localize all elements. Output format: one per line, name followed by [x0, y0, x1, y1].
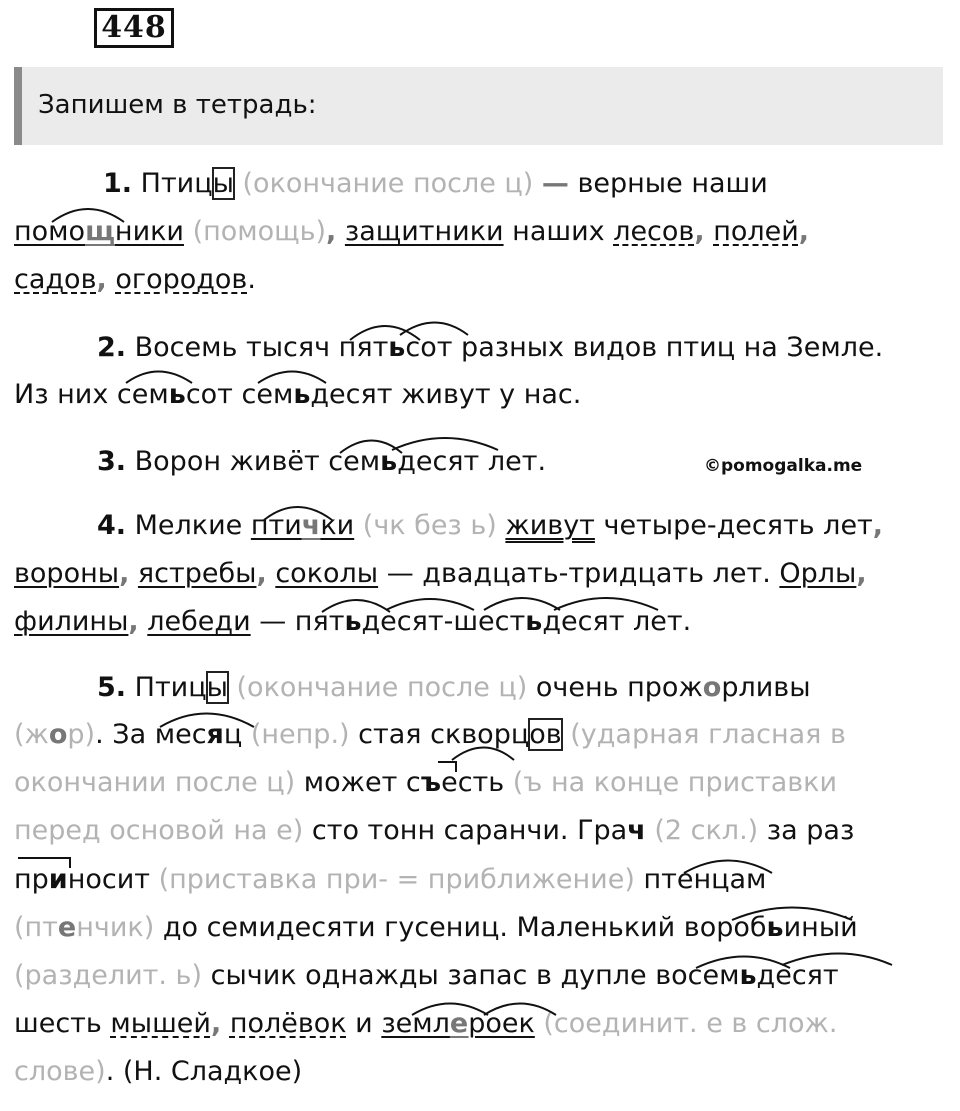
text-segment: (окончание после ц): [227, 672, 536, 703]
text-segment: ь: [388, 332, 406, 363]
text-segment: (непр.): [250, 719, 350, 750]
text-segment: [336, 216, 345, 247]
text-segment: сычик однажды запас в дупле восем: [210, 960, 740, 991]
text-segment: полей: [713, 216, 799, 247]
line-text: [141, 168, 768, 199]
text-segment: .: [247, 264, 256, 295]
text-segment: щ: [85, 216, 115, 247]
text-segment: ь: [525, 606, 543, 637]
text-segment: сот сем: [185, 379, 294, 410]
text-segment: защитники: [344, 216, 504, 247]
text-segment: десят-шест: [361, 606, 526, 637]
text-segment: ь: [766, 912, 784, 943]
text-segment: (помощь): [183, 216, 327, 247]
text-segment: . (Н. Сладкое): [105, 1056, 303, 1087]
task-number: 448: [94, 8, 174, 48]
item-5-line-4: [14, 808, 946, 855]
item-number: 4.: [97, 510, 127, 541]
text-segment: (приставка при- = приближение): [158, 864, 644, 895]
item-5-line-6: [14, 905, 946, 952]
text-segment: —: [541, 168, 569, 199]
text-segment: ,: [210, 1008, 222, 1039]
text-segment: ,: [798, 216, 810, 247]
text-segment: сто тонн саранчи. Гра: [311, 815, 628, 846]
text-segment: ь: [739, 960, 757, 991]
text-segment: (2 скл.): [645, 815, 767, 846]
item-1-line-2: [14, 209, 946, 256]
item-5-line-5: [14, 857, 946, 904]
item-5-line-9: [14, 1049, 946, 1096]
text-segment: филины: [14, 606, 129, 637]
text-segment: Восемь тысяч пят: [134, 332, 389, 363]
text-segment: ы: [206, 672, 228, 703]
text-segment: ники: [114, 216, 184, 247]
text-segment: окончании после ц): [14, 767, 304, 798]
text-segment: верные наши: [568, 168, 768, 199]
text-segment: Орлы: [779, 558, 857, 589]
item-number: 3.: [97, 446, 127, 477]
text-segment: вороны: [14, 558, 120, 589]
text-segment: очень прож: [535, 672, 703, 703]
text-segment: (разделит. ь): [14, 960, 211, 991]
text-segment: ястребы: [137, 558, 257, 589]
text-segment: есть: [441, 767, 513, 798]
text-segment: и: [346, 1008, 382, 1039]
text-segment: ч: [627, 815, 646, 846]
item-4-line-2: [14, 551, 946, 598]
line-text: [135, 446, 546, 477]
text-segment: до семидесяти гусениц. Маленький вороб: [162, 912, 767, 943]
item-1-line-1: [14, 161, 946, 208]
text-segment: ъ: [420, 767, 442, 798]
text-segment: ц: [223, 719, 251, 750]
text-segment: соколы: [275, 558, 379, 589]
text-segment: за раз: [766, 815, 855, 846]
text-segment: шесть: [14, 1008, 111, 1039]
line-text: [135, 672, 811, 703]
text-segment: ,: [872, 510, 884, 541]
text-segment: может с: [303, 767, 421, 798]
text-segment: [139, 606, 148, 637]
text-segment: (соединит. е в слож.: [534, 1008, 838, 1039]
text-segment: р): [67, 719, 96, 750]
text-segment: [705, 216, 714, 247]
item-5-line-8: [14, 1001, 946, 1048]
text-segment: сот разных видов птиц на Земле.: [405, 332, 884, 363]
text-segment: слове): [14, 1056, 106, 1087]
text-segment: живут: [505, 510, 595, 541]
text-segment: ь: [380, 446, 398, 477]
text-segment: ь: [344, 606, 362, 637]
text-segment: носит: [67, 864, 159, 895]
text-segment: ов: [529, 719, 562, 750]
watermark: ©pomogalka.me: [704, 456, 863, 476]
item-2-line-2: [14, 372, 946, 419]
text-segment: (ударная гласная в: [561, 719, 846, 750]
item-5-line-1: [14, 665, 946, 712]
text-segment: (ж: [14, 719, 49, 750]
text-segment: садов: [14, 264, 97, 295]
text-segment: десят: [756, 960, 839, 991]
text-segment: ч: [301, 510, 321, 541]
text-segment: ,: [96, 264, 107, 295]
text-segment: о: [702, 672, 722, 703]
text-segment: (чк без ь): [354, 510, 506, 541]
text-segment: рливы: [721, 672, 811, 703]
text-segment: помо: [14, 216, 86, 247]
text-segment: е: [449, 1008, 469, 1039]
text-segment: Ворон живёт сем: [134, 446, 381, 477]
text-segment: Птиц: [134, 672, 207, 703]
text-segment: . За мес: [95, 719, 207, 750]
text-segment: лебеди: [147, 606, 251, 637]
text-segment: (окончание после ц): [233, 168, 542, 199]
text-segment: земл: [381, 1008, 450, 1039]
text-segment: Мелкие: [134, 510, 251, 541]
text-segment: мышей: [110, 1008, 211, 1039]
text-segment: — пят: [250, 606, 345, 637]
text-segment: Птиц: [140, 168, 213, 199]
text-segment: и: [48, 864, 68, 895]
text-segment: полёвок: [229, 1008, 347, 1039]
text-segment: десят живут у нас.: [310, 379, 582, 410]
text-segment: ,: [856, 558, 867, 589]
instruction-banner: [14, 67, 943, 145]
text-segment: птенцам: [643, 864, 767, 895]
item-number: 5.: [97, 672, 127, 703]
text-segment: роек: [468, 1008, 535, 1039]
text-segment: е: [57, 912, 77, 943]
item-4-line-3: [14, 599, 946, 646]
item-number: 1.: [103, 168, 133, 199]
item-5-line-7: [14, 953, 946, 1000]
text-segment: перед основой на е): [14, 815, 312, 846]
text-segment: ,: [119, 558, 130, 589]
text-segment: я: [206, 719, 224, 750]
text-segment: десят лет.: [542, 606, 692, 637]
item-5-line-3: [14, 760, 946, 807]
text-segment: пти: [250, 510, 302, 541]
text-segment: ,: [326, 216, 337, 247]
item-4-line-1: [14, 503, 946, 550]
text-segment: (ъ на конце приставки: [512, 767, 838, 798]
text-segment: ы: [212, 168, 234, 199]
text-segment: иный: [783, 912, 858, 943]
line-text: [135, 332, 884, 363]
text-segment: о: [48, 719, 68, 750]
text-segment: десят лет.: [397, 446, 547, 477]
text-segment: — двадцать-тридцать лет.: [378, 558, 780, 589]
text-segment: лесов: [613, 216, 695, 247]
text-segment: Из них сем: [14, 379, 169, 410]
text-segment: [221, 1008, 230, 1039]
text-segment: [129, 558, 138, 589]
item-5-line-2: [14, 712, 946, 759]
text-segment: нчик): [76, 912, 163, 943]
text-segment: ь: [168, 379, 186, 410]
text-segment: (пт: [14, 912, 58, 943]
text-segment: ,: [694, 216, 705, 247]
text-segment: стая скворц: [349, 719, 530, 750]
text-segment: ,: [256, 558, 267, 589]
item-2-line-1: [14, 325, 946, 372]
text-segment: пр: [14, 864, 49, 895]
text-segment: огородов: [115, 264, 248, 295]
text-segment: наших: [503, 216, 614, 247]
item-1-line-3: [14, 257, 946, 304]
line-text: [135, 510, 883, 541]
text-segment: четыре-десять лет: [594, 510, 873, 541]
text-segment: ,: [128, 606, 139, 637]
instruction-text: Запишем в тетрадь:: [38, 90, 317, 120]
text-segment: ки: [320, 510, 355, 541]
text-segment: ь: [293, 379, 311, 410]
item-number: 2.: [97, 332, 127, 363]
